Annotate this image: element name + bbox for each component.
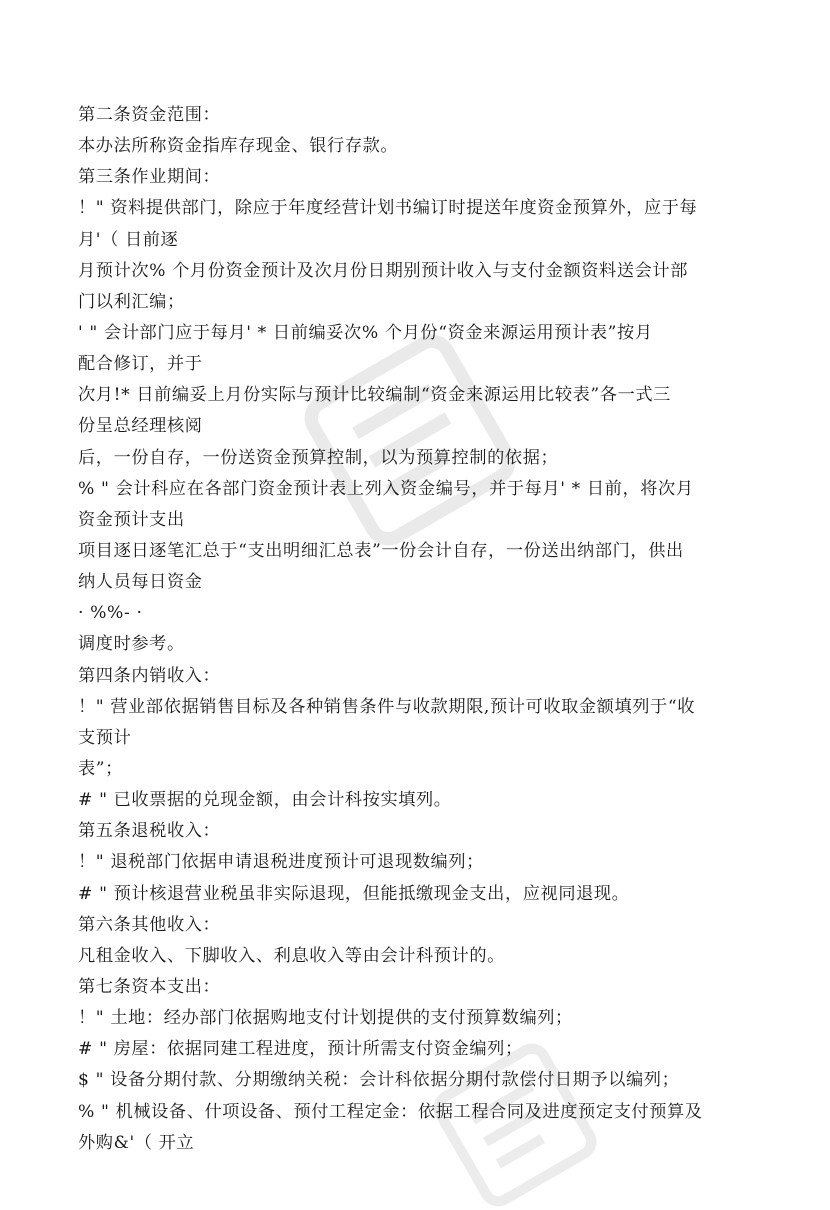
text-line: 后，一份自存，一份送资金预算控制，以为预算控制的依据； xyxy=(78,447,559,468)
text-line: ！" 资料提供部门，除应于年度经营计划书编订时提送年度资金预算外，应于每 xyxy=(78,198,698,219)
text-line: 支预计 xyxy=(78,727,132,748)
text-line: 第四条内销收入： xyxy=(78,665,221,686)
text-line: 资金预计支出 xyxy=(78,509,185,530)
text-line: 月'（ 日前逐 xyxy=(78,229,179,250)
text-line: % " 会计科应在各部门资金预计表上列入资金编号，并于每月' * 日前，将次月 xyxy=(78,478,694,499)
text-line: 第二条资金范围： xyxy=(78,105,221,125)
text-line: 项目逐日逐笔汇总于“支出明细汇总表”一份会计自存，一份送出纳部门，供出 xyxy=(78,540,684,561)
text-line: 第六条其他收入： xyxy=(78,914,221,935)
text-line: 月预计次% 个月份资金预计及次月份日期别预计收入与支付金额资料送会计部 xyxy=(78,260,688,281)
text-line: % " 机械设备、什项设备、预付工程定金：依据工程合同及进度预定支付预算及 xyxy=(78,1101,703,1122)
text-line: 第五条退税收入： xyxy=(78,821,221,842)
document-body xyxy=(78,100,758,1159)
text-line: 份呈总经理核阅 xyxy=(78,416,203,437)
text-line: 次月!* 日前编妥上月份实际与预计比较编制“资金来源运用比较表”各一式三 xyxy=(78,385,671,406)
text-line: ！" 营业部依据销售目标及各种销售条件与收款期限,预计可收取金额填列于“收 xyxy=(78,696,696,717)
text-line: # " 房屋：依据同建工程进度，预计所需支付资金编列； xyxy=(78,1039,523,1060)
text-line: 门以利汇编； xyxy=(78,291,185,312)
text-line: 纳人员每日资金 xyxy=(78,572,203,593)
text-line: 外购&'（ 开立 xyxy=(78,1132,195,1153)
text-line: 调度时参考。 xyxy=(78,634,185,655)
text-line: # " 预计核退营业税虽非实际退现，但能抵缴现金支出，应视同退现。 xyxy=(78,883,630,904)
text-line: 凡租金收入、下脚收入、利息收入等由会计科预计的。 xyxy=(78,945,505,966)
text-line: ' " 会计部门应于每月' * 日前编妥次% 个月份“资金来源运用预计表”按月 xyxy=(78,322,653,343)
text-line: 配合修订，并于 xyxy=(78,354,203,375)
text-line: 表”； xyxy=(78,758,123,779)
text-line: ！" 土地：经办部门依据购地支付计划提供的支付预算数编列； xyxy=(78,1008,573,1029)
text-line: $ " 设备分期付款、分期缴纳关税：会计科依据分期付款偿付日期予以编列； xyxy=(78,1070,680,1091)
text-line: 本办法所称资金指库存现金、银行存款。 xyxy=(78,136,399,157)
text-line: ！" 退税部门依据申请退税进度预计可退现数编列； xyxy=(78,852,484,873)
text-line: # " 已收票据的兑现金额，由会计科按实填列。 xyxy=(78,790,452,811)
text-line: 第三条作业期间： xyxy=(78,167,221,188)
text-line: 第七条资本支出： xyxy=(78,976,221,997)
page-number: · %%- · xyxy=(78,603,143,624)
